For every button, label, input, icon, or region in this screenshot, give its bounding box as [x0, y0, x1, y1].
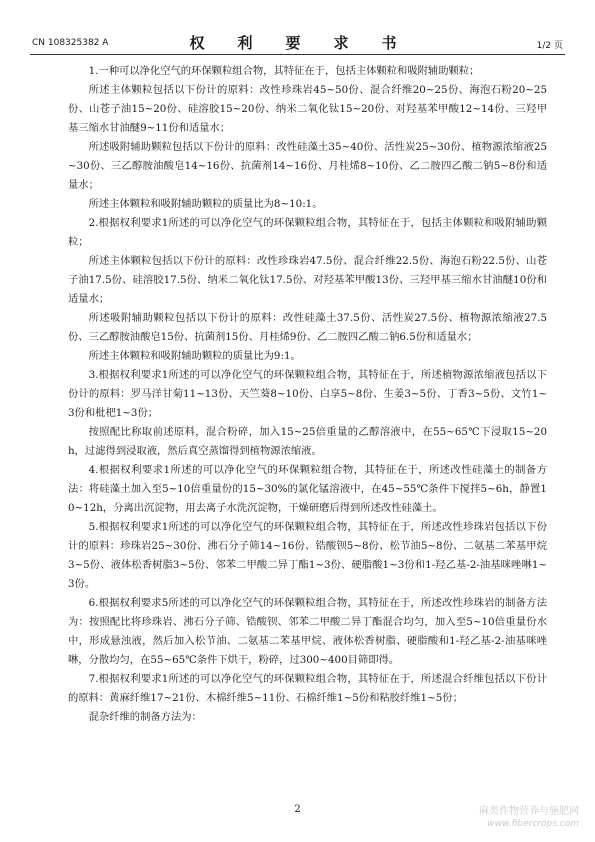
- claim-2: 2.根据权利要求1所述的可以净化空气的环保颗粒组合物，其特征在于，包括主体颗粒和吸附辅助颗粒；: [68, 217, 547, 248]
- claim-1-mass-ratio: 所述主体颗粒和吸附辅助颗粒的质量比为8~10:1。: [88, 198, 323, 210]
- watermark: [479, 805, 579, 831]
- watermark-url: www.fibercrops.com: [487, 819, 579, 829]
- claim-5: 5.根据权利要求1所述的可以净化空气的环保颗粒组合物，其特征在于，所述改性珍珠岩包括以下份计的原料：珍珠岩25~30份、沸石分子筛14~16份、锆酸钡5~8份、松节油5~8份、二氨基二苯基甲烷3~5份、液体松香树脂3~5份、邻苯二甲酸二异丁酯1~3份、硬脂酸1~3份和1-羟乙基-2-油基咪唑啉1~3份。: [68, 521, 547, 590]
- claim-7: 7.根据权利要求1所述的可以净化空气的环保颗粒组合物，其特征在于，所述混合纤维包括以下份计的原料：黄麻纤维17~21份、木棉纤维5~11份、石棉纤维1~5份和粘胶纤维1~5份；: [68, 673, 547, 704]
- patent-number: CN 108325382 A: [32, 38, 109, 48]
- claim-6: 6.根据权利要求5所述的可以净化空气的环保颗粒组合物，其特征在于，所述改性珍珠岩的制备方法为：按照配比将珍珠岩、沸石分子筛、锆酸钡、邻苯二甲酸二异丁酯混合均匀，加入至5~10倍重量份水中，形成悬浊液，然后加入松节油、二氨基二苯基甲烷、液体松香树脂、硬脂酸和1-羟乙基-2-油基咪唑啉，分散均匀，在55~65℃条件下烘干，粉碎，过300~400目筛即得。: [68, 597, 547, 666]
- page-indicator: 1/2 页: [536, 41, 563, 51]
- claim-3-method: 按照配比称取前述原料，混合粉碎，加入15~25倍重量的乙醇溶液中，在55~65℃下浸取15~20h，过滤得到浸取液，然后真空蒸馏得到植物源浓缩液。: [68, 426, 547, 457]
- claim-2-adsorption-granule: 所述吸附辅助颗粒包括以下份计的原料：改性硅藻土37.5份、活性炭27.5份、植物源浓缩液27.5份、三乙醇胺油酸皂15份、抗菌剂15份、月桂烯9份、乙二胺四乙酸二钠6.5份和适量水；: [68, 312, 547, 343]
- claim-1-main-granule: 所述主体颗粒包括以下份计的原料：改性珍珠岩45~50份、混合纤维20~25份、海泡石粉20~25份、山苍子油15~20份、硅溶胶15~20份、纳米二氧化钛15~20份、对羟基苯甲酸12~14份、三羟甲基三缩水甘油醚9~11份和适量水；: [68, 84, 547, 134]
- document-header: [30, 30, 565, 55]
- claims-body: [68, 62, 547, 782]
- claim-2-main-granule: 所述主体颗粒包括以下份计的原料：改性珍珠岩47.5份、混合纤维22.5份、海泡石粉22.5份、山苍子油17.5份、硅溶胶17.5份、纳米二氧化钛17.5份、对羟基苯甲酸13份、三羟甲基三缩水甘油醚10份和适量水；: [68, 255, 547, 305]
- claim-7-method-heading: 混杂纤维的制备方法为：: [88, 711, 202, 723]
- document-title: 权 利 要 求 书: [189, 34, 406, 52]
- claim-3: 3.根据权利要求1所述的可以净化空气的环保颗粒组合物，其特征在于，所述植物源浓缩液包括以下份计的原料：罗马洋甘菊11~13份、天竺葵8~10份、白享5~8份、生姜3~5份、丁香3~5份、文竹1~3份和枇杷1~3份；: [68, 369, 547, 419]
- page-number: 2: [294, 804, 301, 815]
- claim-1: 1.一种可以净化空气的环保颗粒组合物，其特征在于，包括主体颗粒和吸附辅助颗粒；: [88, 65, 480, 77]
- watermark-text: 麻类作物营养与施肥网: [479, 806, 579, 817]
- claim-2-mass-ratio: 所述主体颗粒和吸附辅助颗粒的质量比为9:1。: [88, 350, 301, 362]
- claim-1-adsorption-granule: 所述吸附辅助颗粒包括以下份计的原料：改性硅藻土35~40份、活性炭25~30份、植物源浓缩液25~30份、三乙醇胺油酸皂14~16份、抗菌剂14~16份、月桂烯8~10份、乙二胺四乙酸二钠5~8份和适量水；: [68, 141, 547, 191]
- claim-4: 4.根据权利要求1所述的可以净化空气的环保颗粒组合物，其特征在于，所述改性硅藻土的制备方法：将硅藻土加入至5~10倍重量份的15~30%的氯化锰溶液中，在45~55℃条件下搅拌5~6h，静置10~12h，分离出沉淀物，用去离子水洗沉淀物，干燥研磨后得到所述改性硅藻土。: [68, 464, 547, 514]
